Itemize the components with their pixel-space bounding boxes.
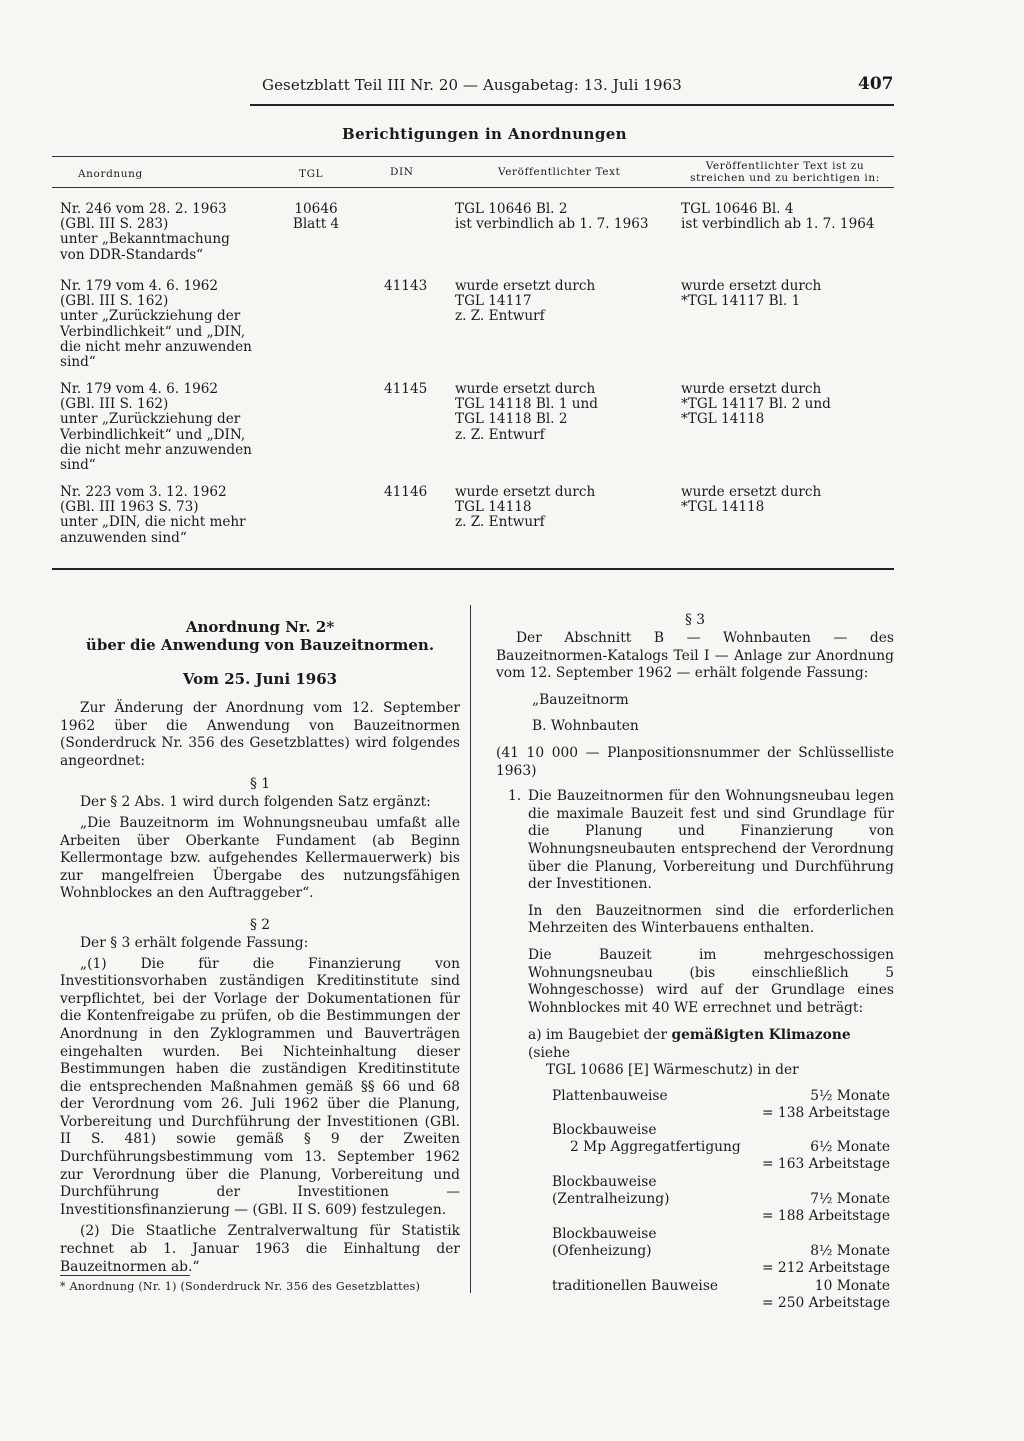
schedule-value	[762, 1278, 890, 1312]
plan-position-note: (41 10 000 — Planpositionsnummer der Schlüsselliste 1963)	[496, 744, 894, 779]
cell-published	[455, 382, 598, 443]
section-2-paragraph-2: (2) Die Staatliche Zentralverwaltung für Statistik rechnet ab 1. Januar 1963 die Einhaltung der Bauzeitnormen ab.“	[60, 1223, 460, 1275]
text-line: Nr. 179 vom 4. 6. 1962	[60, 381, 219, 397]
table-header-rule	[52, 187, 894, 188]
schedule-days: = 212 Arbeitstage	[761, 1260, 890, 1277]
item-1-paragraph-1: Die Bauzeitnormen für den Wohnungsneubau legen die maximale Bauzeit fest und sind Grundlage für die Planung und Finanzierung von Wohnungsneubauten entsprechend der Verordnung über die Planung, Vorbereitung und Durchführung der Investitionen.	[528, 788, 894, 893]
schedule-row	[496, 1278, 894, 1312]
schedule-label	[552, 1226, 657, 1260]
right-column	[496, 612, 894, 1312]
clause-suffix: (siehe	[528, 1044, 571, 1061]
section-3-quote-title: „Bauzeitnorm	[532, 691, 629, 708]
text-line: 41145	[384, 381, 428, 397]
schedule-label	[552, 1174, 670, 1208]
schedule-value	[762, 1191, 890, 1225]
construction-time-schedule	[496, 1088, 894, 1312]
schedule-months: 5½ Monate	[810, 1088, 890, 1105]
corrections-table-body	[60, 202, 900, 555]
item-1-number: 1.	[508, 788, 522, 805]
schedule-value	[762, 1088, 890, 1122]
text-line: (Ofenheizung)	[552, 1243, 652, 1260]
text-line: z. Z. Entwurf	[455, 308, 545, 325]
text-line: Verbindlichkeit“ und „DIN,	[60, 323, 246, 340]
text-line: TGL 10646 Bl. 4	[681, 201, 794, 217]
text-line: von DDR-Standards“	[60, 246, 204, 263]
running-header: Gesetzblatt Teil III Nr. 20 — Ausgabetag: 13. Juli 1963	[262, 76, 682, 94]
cell-correction	[681, 279, 821, 309]
section-3-quote-subtitle: B. Wohnbauten	[532, 718, 639, 735]
schedule-row	[496, 1174, 894, 1226]
col-header-correction	[672, 160, 898, 184]
text-line: z. Z. Entwurf	[455, 426, 545, 443]
text-line: wurde ersetzt durch	[455, 278, 596, 294]
cell-anordnung	[60, 202, 230, 263]
schedule-row	[496, 1122, 894, 1174]
item-1	[496, 788, 894, 1017]
text-line: ist verbindlich ab 1. 7. 1964	[681, 216, 875, 233]
section-2-paragraph-1: „(1) Die für die Finanzierung von Investitionsvorhaben zuständigen Kreditinstitute sind verpflichtet, bei der Vorlage der Dokumentationen für die Kontenfreigabe zu prüfen, ob die Bestimmungen der Anordnung in den Zyklogrammen und Bauverträgen eingehalten wurden. Bei Nichteinhaltung dieser Bestimmungen haben die zuständigen Kreditinstitute die entsprechenden Maßnahmen gemäß §§ 66 und 68 der Verordnung vom 26. Juli 1962 über die Planung, Vorbereitung und Durchführung der Investitionen (GBl. II S. 481) sowie gemäß § 9 der Zweiten Durchführungsbestimmung vom 13. September 1962 zur Verordnung über die Planung, Vorbereitung und Durchführung der Investitionen — Investitionsfinanzierung — (GBl. II S. 609) festzulegen.	[60, 955, 460, 1218]
text-line: die nicht mehr anzuwenden	[60, 441, 252, 458]
schedule-days: = 163 Arbeitstage	[761, 1156, 890, 1173]
section-3-lead: Der Abschnitt B — Wohnbauten — des Bauzeitnormen-Katalogs Teil I — Anlage zur Anordnung vom 12. September 1962 — erhält folgende Fassung:	[496, 630, 894, 682]
text-line: unter „Bekanntmachung	[60, 231, 230, 248]
text-line: anzuwenden sind“	[60, 529, 187, 546]
cell-din	[384, 485, 427, 500]
order-intro: Zur Änderung der Anordnung vom 12. September 1962 über die Anwendung von Bauzeitnormen (Sonderdruck Nr. 356 des Gesetzblattes) wird folgendes angeordnet:	[60, 700, 460, 769]
schedule-months: 8½ Monate	[810, 1243, 890, 1260]
table-row	[60, 485, 900, 555]
footnote-rule	[60, 1275, 190, 1276]
col-header-din: DIN	[390, 166, 414, 178]
section-1-quote: „Die Bauzeitnorm im Wohnungsneubau umfaßt alle Arbeiten über Oberkante Fundament (ab Beginn Kellermontage bzw. aufgehendes Kellermauerwerk) bis zur mangelfreien Übergabe des nutzungsfähigen Wohnblockes an den Auftraggeber“.	[60, 814, 460, 902]
schedule-days: = 188 Arbeitstage	[761, 1208, 890, 1225]
section-3-heading: § 3	[684, 612, 706, 628]
text-line: Nr. 246 vom 28. 2. 1963	[60, 201, 227, 217]
text-line: (GBl. III S. 162)	[60, 396, 169, 413]
cell-anordnung	[60, 279, 252, 370]
text-line: die nicht mehr anzuwenden	[60, 338, 252, 355]
schedule-months: 7½ Monate	[810, 1191, 890, 1208]
text-line: 10646	[294, 201, 338, 217]
text-line: Verbindlichkeit“ und „DIN,	[60, 426, 246, 443]
table-row	[60, 382, 900, 485]
section-1-lead: Der § 2 Abs. 1 wird durch folgenden Satz ergänzt:	[80, 794, 431, 811]
text-line: sind“	[60, 354, 96, 371]
text-line: ist verbindlich ab 1. 7. 1963	[455, 216, 649, 233]
column-divider	[470, 605, 471, 1293]
section-2-lead: Der § 3 erhält folgende Fassung:	[80, 934, 309, 951]
climate-zone-line2: TGL 10686 [E] Wärmeschutz) in der	[546, 1062, 799, 1079]
order-title-line2: über die Anwendung von Bauzeitnormen.	[85, 636, 435, 654]
table-row	[60, 202, 900, 279]
col-header-tgl: TGL	[299, 168, 324, 180]
table-row	[60, 279, 900, 382]
cell-din	[384, 382, 427, 397]
text-line: traditionellen Bauweise	[552, 1278, 719, 1295]
schedule-months: 10 Monate	[814, 1278, 890, 1295]
table-top-rule	[52, 156, 894, 157]
col-header-correction-line1: Veröffentlichter Text ist zu	[705, 160, 865, 172]
text-line: *TGL 14118	[681, 411, 765, 428]
text-line: unter „DIN, die nicht mehr	[60, 514, 246, 531]
text-line: TGL 14118 Bl. 2	[455, 411, 568, 428]
text-line: (Zentralheizung)	[552, 1191, 670, 1208]
text-line: unter „Zurückziehung der	[60, 308, 241, 325]
text-line: *TGL 14117 Bl. 2 und	[681, 396, 831, 413]
text-line: TGL 14117	[455, 293, 532, 310]
text-line: TGL 10646 Bl. 2	[455, 201, 568, 217]
text-line: (GBl. III S. 162)	[60, 293, 169, 310]
clause-prefix: a) im Baugebiet der	[528, 1027, 668, 1044]
text-line: (GBl. III S. 283)	[60, 216, 169, 233]
text-line: unter „Zurückziehung der	[60, 411, 241, 428]
cell-din	[384, 279, 427, 294]
col-header-anordnung: Anordnung	[78, 168, 143, 180]
schedule-row	[496, 1226, 894, 1278]
climate-zone-clause	[496, 1027, 894, 1080]
cell-anordnung	[60, 485, 246, 546]
schedule-row	[496, 1088, 894, 1122]
header-rule	[250, 104, 894, 106]
schedule-months: 6½ Monate	[810, 1139, 890, 1156]
schedule-days: = 250 Arbeitstage	[761, 1295, 890, 1312]
text-line: TGL 14118 Bl. 1 und	[455, 396, 598, 413]
schedule-label	[552, 1088, 668, 1105]
footnote: * Anordnung (Nr. 1) (Sonderdruck Nr. 356 des Gesetzblattes)	[60, 1280, 421, 1293]
schedule-value	[762, 1139, 890, 1173]
cell-correction	[681, 382, 831, 428]
text-line: *TGL 14118	[681, 499, 765, 516]
schedule-label	[552, 1122, 741, 1156]
text-line: 41143	[384, 278, 428, 294]
text-line: wurde ersetzt durch	[681, 278, 822, 294]
order-date: Vom 25. Juni 1963	[182, 670, 338, 688]
cell-published	[455, 202, 649, 232]
page-number: 407	[858, 74, 894, 94]
text-line: Blatt 4	[292, 216, 340, 233]
table-bottom-rule	[52, 568, 894, 570]
text-line: Blockbauweise	[552, 1226, 657, 1243]
text-line: wurde ersetzt durch	[681, 484, 822, 500]
cell-published	[455, 485, 595, 531]
text-line: (GBl. III 1963 S. 73)	[60, 499, 199, 516]
text-line: *TGL 14117 Bl. 1	[681, 293, 801, 310]
text-line: Blockbauweise	[552, 1122, 657, 1139]
text-line: Blockbauweise	[552, 1174, 657, 1191]
section-1-heading: § 1	[249, 776, 271, 793]
text-line: z. Z. Entwurf	[455, 514, 545, 531]
cell-anordnung	[60, 382, 252, 473]
corrections-title: Berichtigungen in Anordnungen	[342, 125, 627, 143]
order-title-line1: Anordnung Nr. 2*	[185, 618, 335, 636]
schedule-days: = 138 Arbeitstage	[761, 1105, 890, 1122]
item-1-paragraph-3: Die Bauzeit im mehrgeschossigen Wohnungsneubau (bis einschließlich 5 Wohngeschosse) wird auf der Grundlage eines Wohnblockes mit 40 WE errechnet und beträgt:	[528, 946, 894, 1016]
col-header-published-text: Veröffentlichter Text	[498, 166, 621, 178]
section-2-heading: § 2	[249, 916, 271, 933]
cell-correction	[681, 485, 821, 515]
text-line: wurde ersetzt durch	[681, 381, 822, 397]
schedule-label	[552, 1278, 718, 1295]
item-1-paragraph-2: In den Bauzeitnormen sind die erforderlichen Mehrzeiten des Winterbauens enthalten.	[528, 902, 894, 937]
text-line: sind“	[60, 457, 96, 474]
cell-tgl	[288, 202, 344, 232]
text-line: wurde ersetzt durch	[455, 484, 596, 500]
text-line: 2 Mp Aggregatfertigung	[570, 1139, 741, 1156]
cell-correction	[681, 202, 875, 232]
text-line: Nr. 179 vom 4. 6. 1962	[60, 278, 219, 294]
cell-published	[455, 279, 595, 325]
col-header-correction-line2: streichen und zu berichtigen in:	[690, 172, 880, 184]
left-column	[60, 618, 460, 1276]
text-line: wurde ersetzt durch	[455, 381, 596, 397]
schedule-value	[762, 1243, 890, 1277]
clause-bold: gemäßigten Klimazone	[671, 1027, 851, 1044]
climate-zone-line1	[528, 1027, 894, 1062]
text-line: Nr. 223 vom 3. 12. 1962	[60, 484, 227, 500]
text-line: TGL 14118	[455, 499, 532, 516]
text-line: Plattenbauweise	[552, 1088, 668, 1105]
text-line: 41146	[384, 484, 428, 500]
